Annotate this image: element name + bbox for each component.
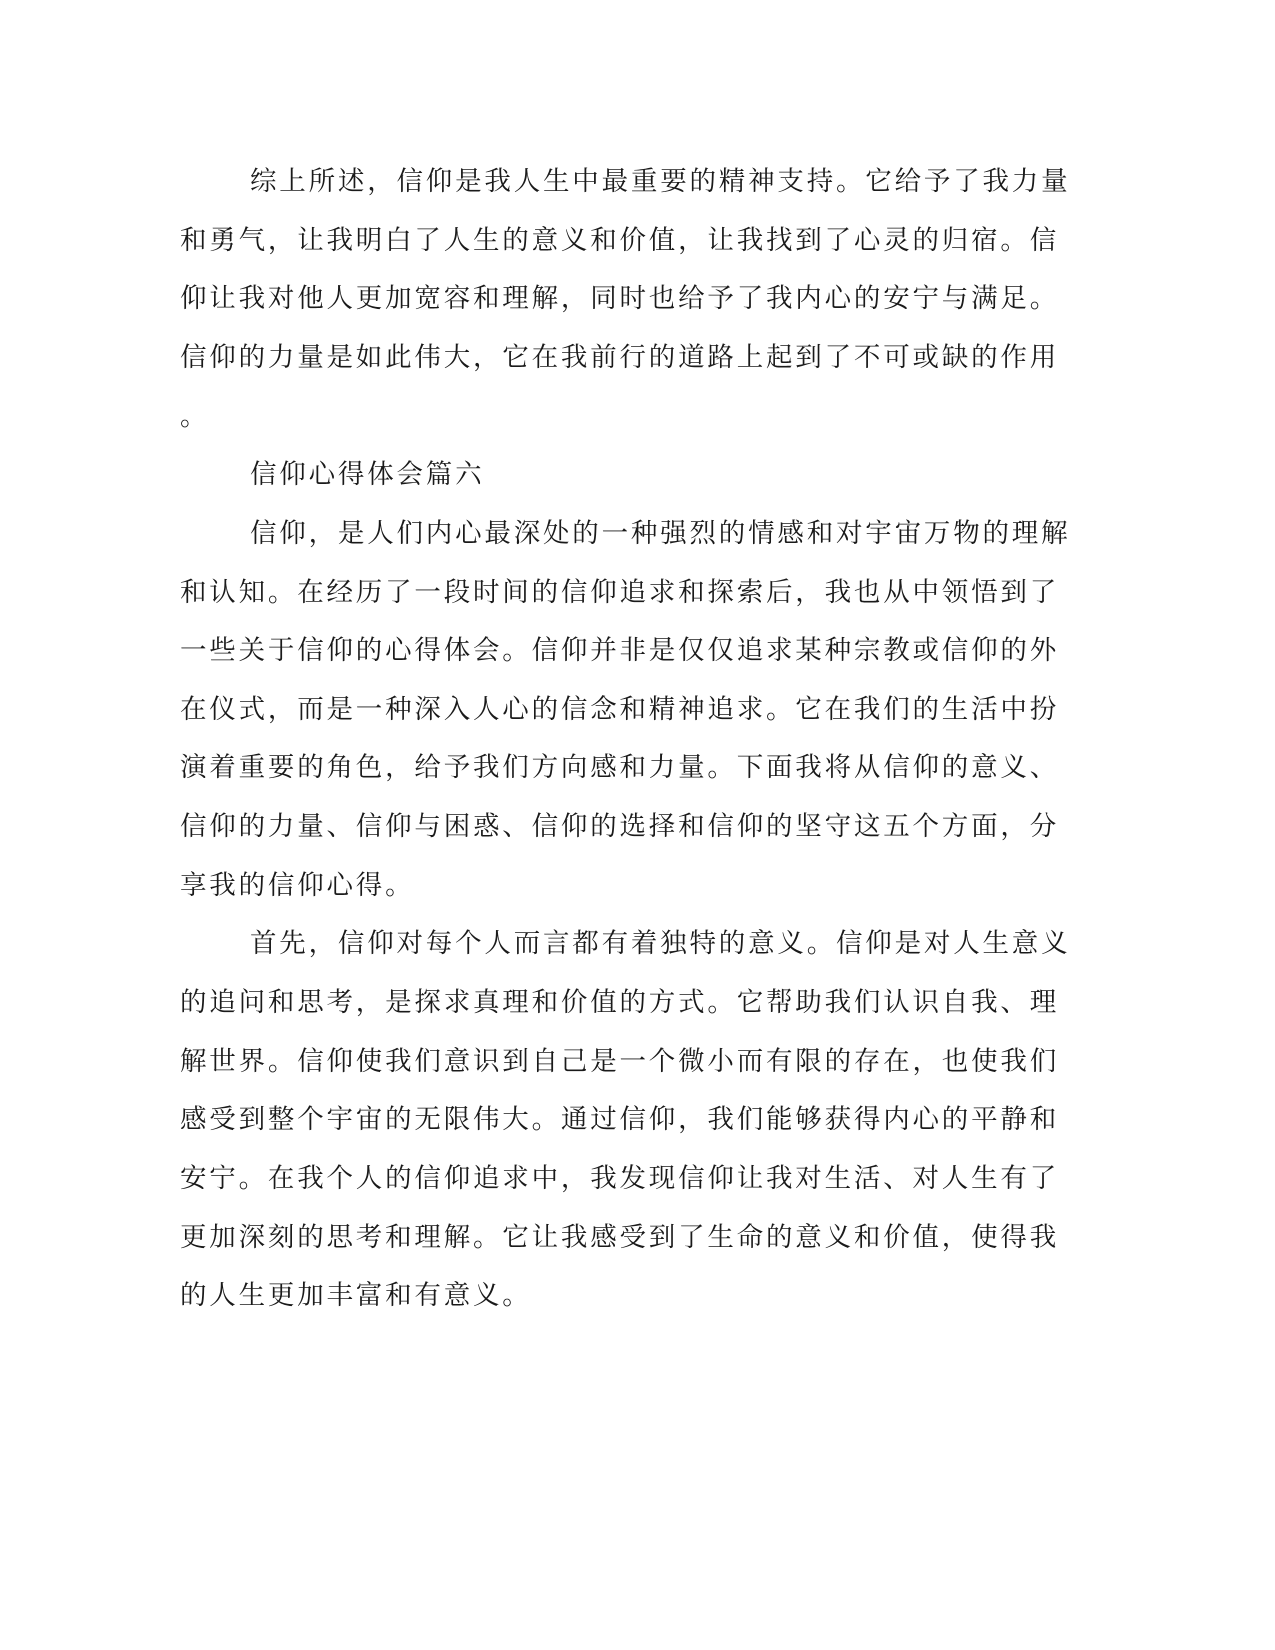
text-line: 的人生更加丰富和有意义。 — [180, 1280, 532, 1311]
section-heading: 信仰心得体会篇六 — [250, 459, 485, 490]
text-line: 解世界。信仰使我们意识到自己是一个微小而有限的存在，也使我们 — [180, 1046, 1059, 1077]
text-line: 仰让我对他人更加宽容和理解，同时也给予了我内心的安宁与满足。 — [180, 283, 1059, 314]
text-line: 信仰的力量、信仰与困惑、信仰的选择和信仰的坚守这五个方面，分 — [180, 811, 1059, 842]
text-line: 首先，信仰对每个人而言都有着独特的意义。信仰是对人生意义 — [250, 928, 1071, 959]
text-line: 安宁。在我个人的信仰追求中，我发现信仰让我对生活、对人生有了 — [180, 1163, 1059, 1194]
text-line: 信仰，是人们内心最深处的一种强烈的情感和对宇宙万物的理解 — [250, 518, 1071, 549]
text-line: 更加深刻的思考和理解。它让我感受到了生命的意义和价值，使得我 — [180, 1222, 1059, 1253]
text-line: 在仪式，而是一种深入人心的信念和精神追求。它在我们的生活中扮 — [180, 694, 1059, 725]
text-line: 感受到整个宇宙的无限伟大。通过信仰，我们能够获得内心的平静和 — [180, 1104, 1059, 1135]
text-line: 的追问和思考，是探求真理和价值的方式。它帮助我们认识自我、理 — [180, 987, 1059, 1018]
text-line: 信仰的力量是如此伟大，它在我前行的道路上起到了不可或缺的作用 — [180, 342, 1059, 373]
text-line: 享我的信仰心得。 — [180, 870, 415, 901]
text-line: 。 — [180, 401, 210, 432]
text-line: 演着重要的角色，给予我们方向感和力量。下面我将从信仰的意义、 — [180, 752, 1059, 783]
text-line: 和勇气，让我明白了人生的意义和价值，让我找到了心灵的归宿。信 — [180, 225, 1059, 256]
text-line: 和认知。在经历了一段时间的信仰追求和探索后，我也从中领悟到了 — [180, 577, 1059, 608]
text-line: 综上所述，信仰是我人生中最重要的精神支持。它给予了我力量 — [250, 166, 1071, 197]
text-line: 一些关于信仰的心得体会。信仰并非是仅仅追求某种宗教或信仰的外 — [180, 635, 1059, 666]
